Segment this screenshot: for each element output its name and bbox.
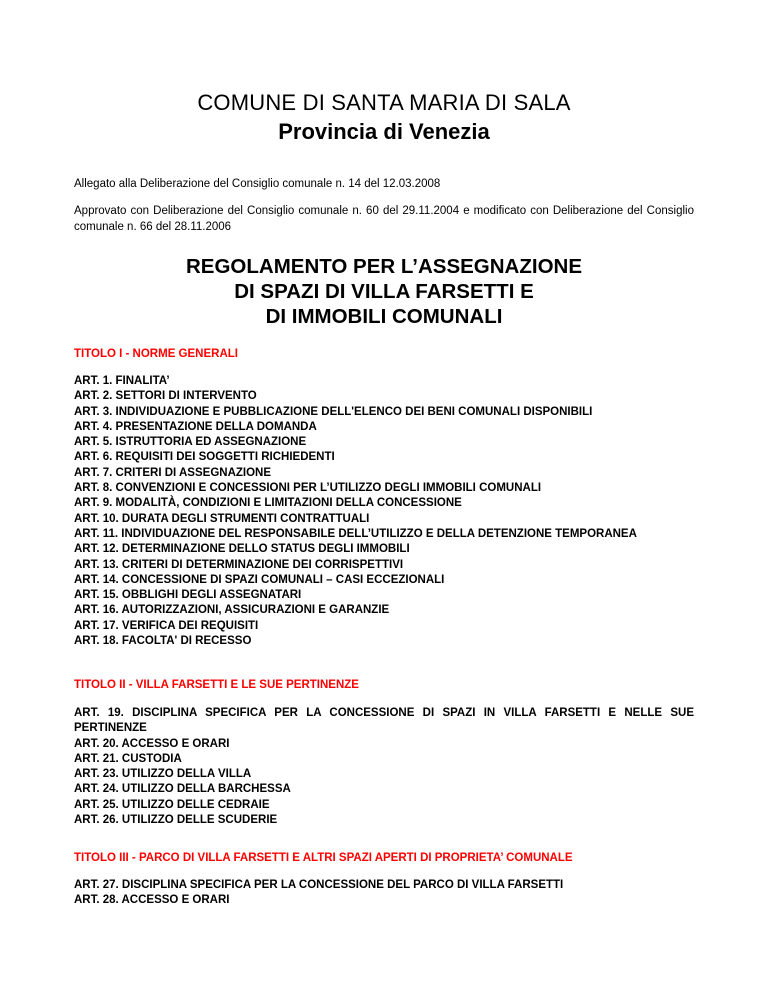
article-item: ART. 23. UTILIZZO DELLA VILLA xyxy=(74,768,252,781)
article-item: ART. 17. VERIFICA DEI REQUISITI xyxy=(74,619,259,632)
article-item: ART. 9. MODALITÀ, CONDIZIONI E LIMITAZIONI DELLA CONCESSIONE xyxy=(74,497,462,510)
document-header xyxy=(74,88,694,146)
article-item: ART. 28. ACCESSO E ORARI xyxy=(74,894,230,907)
titolo-3-article-list xyxy=(74,878,694,909)
regolamento-title xyxy=(74,254,694,329)
article-item: ART. 2. SETTORI DI INTERVENTO xyxy=(74,390,257,403)
regolamento-title-line: DI SPAZI DI VILLA FARSETTI E xyxy=(234,280,534,303)
article-item: ART. 20. ACCESSO E ORARI xyxy=(74,737,230,750)
article-item: ART. 16. AUTORIZZAZIONI, ASSICURAZIONI E GARANZIE xyxy=(74,604,390,617)
article-item: ART. 13. CRITERI DI DETERMINAZIONE DEI CORRISPETTIVI xyxy=(74,558,404,571)
article-item: ART. 15. OBBLIGHI DEGLI ASSEGNATARI xyxy=(74,589,302,602)
titolo-2-article-list xyxy=(74,706,694,828)
titolo-1-heading: TITOLO I - NORME GENERALI xyxy=(74,348,238,360)
article-item: ART. 19. DISCIPLINA SPECIFICA PER LA CONCESSIONE DI SPAZI IN VILLA FARSETTI E NELLE SUE PERTINENZE xyxy=(74,707,694,735)
article-item: ART. 4. PRESENTAZIONE DELLA DOMANDA xyxy=(74,420,317,433)
article-item: ART. 14. CONCESSIONE DI SPAZI COMUNALI – CASI ECCEZIONALI xyxy=(74,573,445,586)
article-item: ART. 21. CUSTODIA xyxy=(74,752,182,765)
provincia-subtitle: Provincia di Venezia xyxy=(278,119,490,144)
article-item: ART. 7. CRITERI DI ASSEGNAZIONE xyxy=(74,466,272,479)
article-item: ART. 27. DISCIPLINA SPECIFICA PER LA CONCESSIONE DEL PARCO DI VILLA FARSETTI xyxy=(74,879,564,891)
titolo-3-heading: TITOLO III - PARCO DI VILLA FARSETTI E ALTRI SPAZI APERTI DI PROPRIETA’ COMUNALE xyxy=(74,852,573,864)
article-item: ART. 5. ISTRUTTORIA ED ASSEGNAZIONE xyxy=(74,436,307,449)
article-item: ART. 18. FACOLTA' DI RECESSO xyxy=(74,635,252,648)
article-item: ART. 3. INDIVIDUAZIONE E PUBBLICAZIONE DELL'ELENCO DEI BENI COMUNALI DISPONIBILI xyxy=(74,405,593,418)
approvato-note: Approvato con Deliberazione del Consiglio comunale n. 60 del 29.11.2004 e modificato con Deliberazione del Consiglio comunale n. 66 del 28.11.2006 xyxy=(74,205,694,233)
article-item: ART. 11. INDIVIDUAZIONE DEL RESPONSABILE DELL’UTILIZZO E DELLA DETENZIONE TEMPORANEA xyxy=(74,527,637,540)
article-item: ART. 10. DURATA DEGLI STRUMENTI CONTRATTUALI xyxy=(74,512,370,525)
regolamento-title-line: DI IMMOBILI COMUNALI xyxy=(265,305,503,328)
article-item: ART. 12. DETERMINAZIONE DELLO STATUS DEGLI IMMOBILI xyxy=(74,543,410,556)
article-item: ART. 25. UTILIZZO DELLE CEDRAIE xyxy=(74,798,270,811)
allegato-note: Allegato alla Deliberazione del Consiglio comunale n. 14 del 12.03.2008 xyxy=(74,178,441,190)
titolo-1-article-list xyxy=(74,374,694,649)
article-item: ART. 6. REQUISITI DEI SOGGETTI RICHIEDENTI xyxy=(74,451,335,464)
comune-title: COMUNE DI SANTA MARIA DI SALA xyxy=(197,90,571,115)
article-item: ART. 24. UTILIZZO DELLA BARCHESSA xyxy=(74,783,291,796)
article-item: ART. 8. CONVENZIONI E CONCESSIONI PER L’UTILIZZO DEGLI IMMOBILI COMUNALI xyxy=(74,482,542,495)
article-item: ART. 1. FINALITA’ xyxy=(74,375,170,387)
regolamento-title-line: REGOLAMENTO PER L’ASSEGNAZIONE xyxy=(186,255,582,278)
titolo-2-heading: TITOLO II - VILLA FARSETTI E LE SUE PERTINENZE xyxy=(74,679,359,691)
article-item: ART. 26. UTILIZZO DELLE SCUDERIE xyxy=(74,814,278,827)
